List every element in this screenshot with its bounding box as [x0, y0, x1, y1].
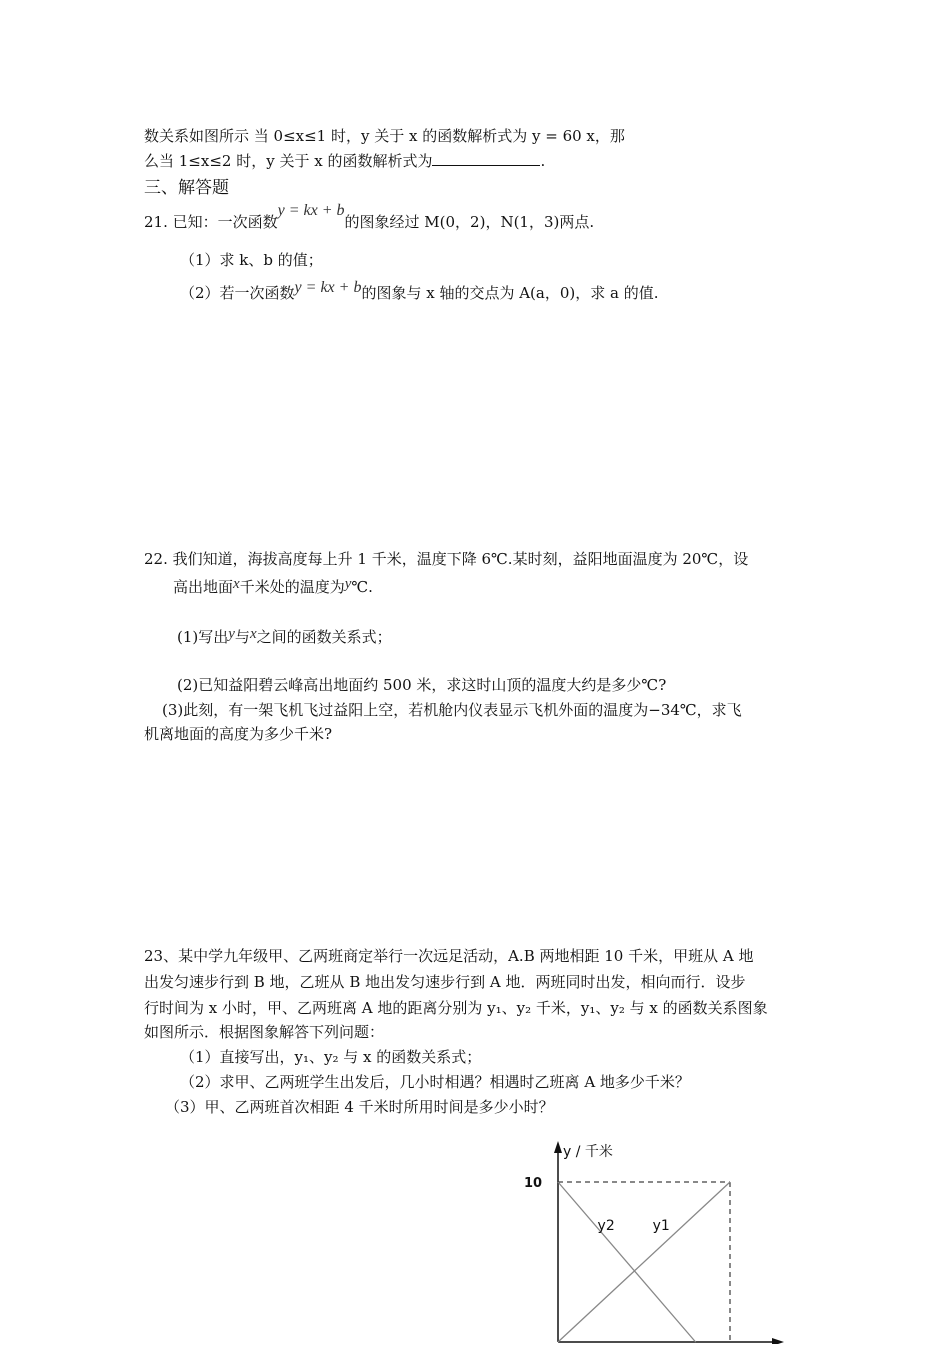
q21-part2-pre: （2）若一次函数	[180, 284, 295, 302]
q21-stem-pre: 21. 已知：一次函数	[144, 213, 278, 231]
series-line-y2	[558, 1182, 696, 1342]
q22-part3-line1: (3)此刻，有一架飞机飞过益阳上空，若机舱内仪表显示飞机外面的温度为−34℃，求飞	[162, 701, 742, 719]
y-axis-label: y / 千米	[563, 1144, 613, 1160]
q22-line2-b: 千米处的温度为	[239, 578, 345, 596]
q22-part1-var-y: y	[228, 626, 235, 642]
q22-part1	[177, 627, 392, 648]
y-axis-arrow	[554, 1141, 562, 1153]
q22-part1-c: 之间的函数关系式；	[256, 628, 392, 646]
q21-formula: y = kx + b	[277, 202, 345, 219]
q22-part1-a: (1)写出	[177, 628, 229, 646]
q20-line2-text: 么当 1≤x≤2 时，y 关于 x 的函数解析式为	[144, 152, 433, 170]
q22-part3-line2: 机离地面的高度为多少千米?	[144, 725, 333, 743]
section-heading: 三、解答题	[144, 178, 229, 198]
q23-line3: 行时间为 x 小时，甲、乙两班离 A 地的距离分别为 y₁、y₂ 千米，y₁、y₂ 与 x 的函数关系图象	[144, 999, 768, 1017]
q21-part1: （1）求 k、b 的值；	[180, 251, 323, 269]
series-label-y2: y2	[597, 1218, 615, 1234]
q23-line1: 23、某中学九年级甲、乙两班商定举行一次远足活动，A.B 两地相距 10 千米，甲班从 A 地	[144, 947, 754, 965]
q22-line1: 22. 我们知道，海拔高度每上升 1 千米，温度下降 6℃.某时刻，益阳地面温度为 20℃，设	[144, 550, 749, 568]
q22-line2-c: ℃.	[351, 578, 373, 596]
chart-svg	[500, 1135, 820, 1344]
q23-line4: 如图所示．根据图象解答下列问题：	[144, 1023, 385, 1041]
x-axis-arrow	[772, 1338, 784, 1344]
q23-chart	[500, 1135, 820, 1344]
q22-part1-var-x: x	[249, 626, 257, 642]
series-line-y1	[558, 1182, 730, 1342]
q23-part2: （2）求甲、乙两班学生出发后，几小时相遇？相遇时乙班离 A 地多少千米？	[180, 1073, 690, 1091]
q22-var-y: y	[344, 576, 352, 592]
q21-part2	[180, 279, 659, 304]
q21-stem-post: 的图象经过 M(0，2)，N(1，3)两点.	[344, 213, 595, 231]
y-tick-label: 10	[524, 1176, 543, 1191]
q21-part2-post: 的图象与 x 轴的交点为 A(a，0)，求 a 的值.	[361, 284, 659, 302]
q21-stem	[144, 202, 595, 233]
q23-line2: 出发匀速步行到 B 地，乙班从 B 地出发匀速步行到 A 地．两班同时出发，相向而行．设步	[144, 973, 746, 991]
q23-part1: （1）直接写出，y₁、y₂ 与 x 的函数关系式；	[180, 1048, 482, 1066]
q22-part1-b: 与	[234, 628, 250, 646]
answer-blank	[432, 151, 540, 166]
q22-line2	[173, 577, 373, 598]
q20-line2	[144, 151, 545, 171]
q22-line2-a: 高出地面	[173, 578, 234, 596]
q23-part3: （3）甲、乙两班首次相距 4 千米时所用时间是多少小时？	[165, 1098, 554, 1116]
q22-part2: (2)已知益阳碧云峰高出地面约 500 米，求这时山顶的温度大约是多少℃?	[177, 676, 667, 694]
q21-part2-formula: y = kx + b	[294, 279, 362, 296]
q22-var-x: x	[233, 576, 240, 592]
series-label-y1: y1	[652, 1218, 670, 1234]
q20-line2-end: .	[540, 152, 546, 170]
q20-line1: 数关系如图所示 当 0≤x≤1 时，y 关于 x 的函数解析式为 y = 60 x，那	[144, 127, 625, 145]
